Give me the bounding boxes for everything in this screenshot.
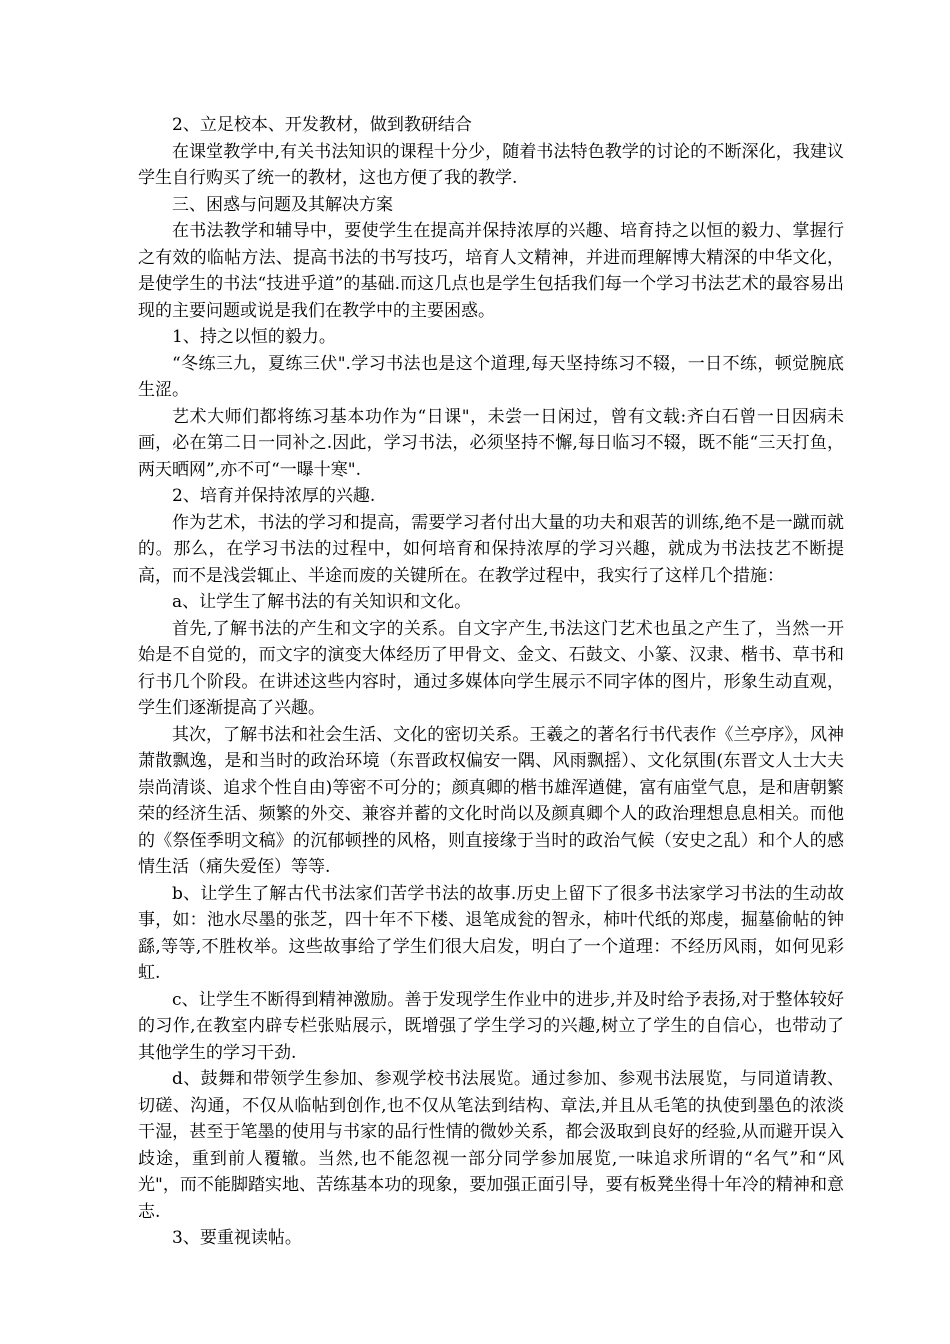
subheading-reading: 3、要重视读帖。 bbox=[172, 1228, 302, 1248]
document-body bbox=[138, 112, 844, 1252]
item-d-paragraph: d、鼓舞和带领学生参加、参观学校书法展览。通过参加、参观书法展览，与同道请教、切磋、沟通，不仅从临帖到创作,也不仅从笔法到结构、章法,并且从毛笔的执使到墨色的浓淡干湿，甚至于笔墨的使用与书家的品行性情的微妙关系，都会汲取到良好的经验,从而避开误入歧途，重到前人覆辙。当然,也不能忽视一部分同学参加展览,一味追求所谓的“名气”和“风光"，而不能脚踏实地、苦练基本功的现象，要加强正面引导，要有板凳坐得十年冷的精神和意志. bbox=[138, 1069, 844, 1222]
paragraph: 在书法教学和辅导中，要使学生在提高并保持浓厚的兴趣、培育持之以恒的毅力、掌握行之有效的临帖方法、提高书法的书写技巧，培育人文精神，并进而理解博大精深的中华文化，是使学生的书法“技进乎道”的基础.而这几点也是学生包括我们每一个学习书法艺术的最容易出现的主要问题或说是我们在教学中的主要困惑。 bbox=[138, 221, 844, 321]
paragraph: 其次，了解书法和社会生活、文化的密切关系。王羲之的著名行书代表作《兰亭序》，风神萧散飘逸，是和当时的政治环境（东晋政权偏安一隅、风雨飘摇）、文化氛围(东晋文人士大夫崇尚清谈、追求个性自由)等密不可分的；颜真卿的楷书雄浑遒健，富有庙堂气息，是和唐朝繁荣的经济生活、频繁的外交、兼容并蓄的文化时尚以及颜真卿个人的政治理想息息相关。而他的《祭侄季明文稿》的沉郁顿挫的风格，则直接缘于当时的政治气候（安史之乱）和个人的感情生活（痛失爱侄）等等. bbox=[138, 724, 844, 877]
paragraph: “冬练三九，夏练三伏".学习书法也是这个道理,每天坚持练习不辍，一日不练，顿觉腕底生涩。 bbox=[138, 353, 844, 400]
section-heading-3: 三、困惑与问题及其解决方案 bbox=[172, 194, 393, 215]
item-a-heading: a、让学生了解书法的有关知识和文化。 bbox=[172, 592, 472, 612]
section-heading-2: 2、立足校本、开发教材，做到教研结合 bbox=[172, 115, 472, 135]
paragraph: 艺术大师们都将练习基本功作为“日课"，未尝一日闲过，曾有文载:齐白石曾一日因病未画，必在第二日一同补之.因此，学习书法，必须坚持不懈,每日临习不辍，既不能“三天打鱼，两天晒网”,亦不可“一曝十寒". bbox=[138, 406, 844, 480]
item-b-paragraph: b、让学生了解古代书法家们苦学书法的故事.历史上留下了很多书法家学习书法的生动故事，如：池水尽墨的张芝，四十年不下楼、退笔成瓮的智永，柿叶代纸的郑虔，掘墓偷帖的钟繇,等等,不胜枚举。这些故事给了学生们很大启发，明白了一个道理：不经历风雨，如何见彩虹. bbox=[138, 883, 844, 983]
paragraph: 首先,了解书法的产生和文字的关系。自文字产生,书法这门艺术也虽之产生了，当然一开始是不自觉的，而文字的演变大体经历了甲骨文、金文、石鼓文、小篆、汉隶、楷书、草书和行书几个阶段。在讲述这些内容时，通过多媒体向学生展示不同字体的图片，形象生动直观，学生们逐渐提高了兴趣。 bbox=[138, 618, 844, 718]
subheading-perseverance: 1、持之以恒的毅力。 bbox=[172, 327, 336, 347]
paragraph: 作为艺术，书法的学习和提高，需要学习者付出大量的功夫和艰苦的训练,绝不是一蹴而就的。那么，在学习书法的过程中，如何培育和保持浓厚的学习兴趣，就成为书法技艺不断提高，而不是浅尝辄止、半途而废的关键所在。在教学过程中，我实行了这样几个措施： bbox=[138, 512, 844, 586]
subheading-interest: 2、培育并保持浓厚的兴趣. bbox=[172, 486, 376, 506]
item-c-paragraph: c、让学生不断得到精神激励。善于发现学生作业中的进步,并及时给予表扬,对于整体较好的习作,在教室内辟专栏张贴展示，既增强了学生学习的兴趣,树立了学生的自信心，也带动了其他学生的学习干劲. bbox=[138, 989, 844, 1063]
paragraph: 在课堂教学中,有关书法知识的课程十分少，随着书法特色教学的讨论的不断深化，我建议学生自行购买了统一的教材，这也方便了我的教学. bbox=[138, 141, 844, 188]
